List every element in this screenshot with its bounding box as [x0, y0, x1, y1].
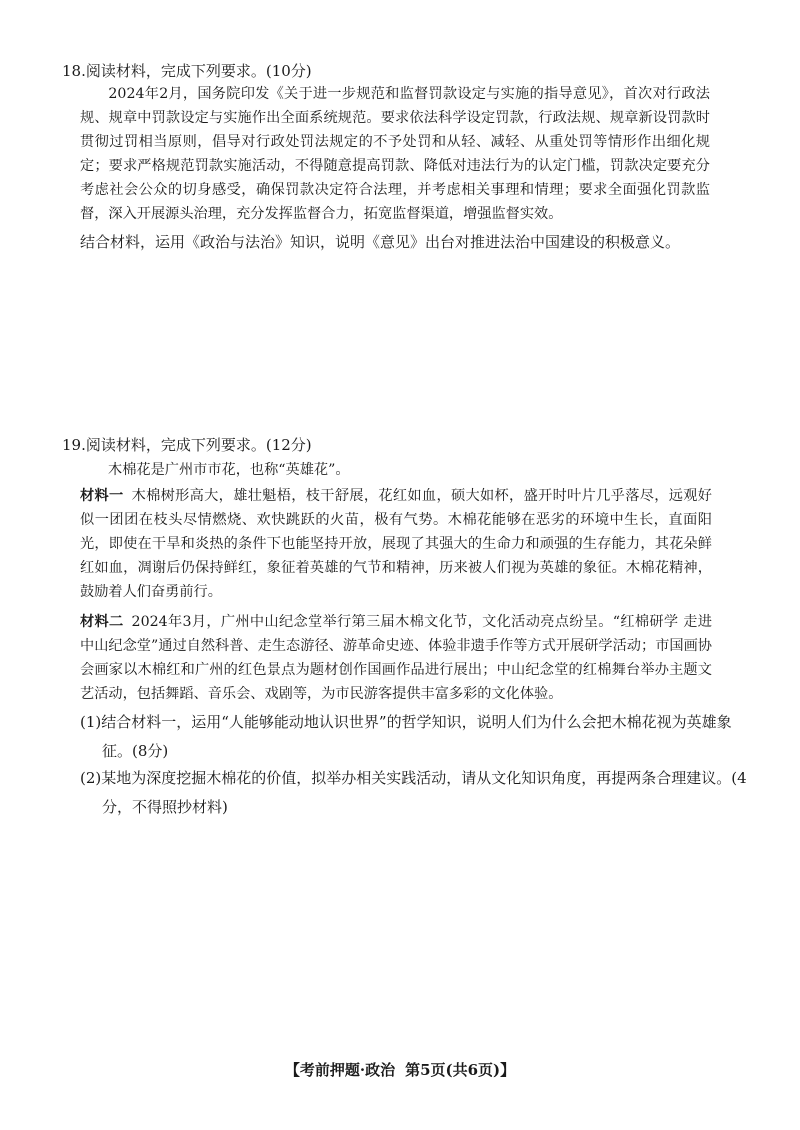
- question-19-intro: 木棉花是广州市市花，也称“英雄花”。: [108, 462, 350, 478]
- material-two: [80, 610, 712, 706]
- material-one: [80, 484, 712, 604]
- question-18-material: 2024年2月，国务院印发《关于进一步规范和监督罚款设定与实施的指导意见》，首次对行政法规、规章中罚款设定与实施作出全面系统规范。要求依法科学设定罚款，行政法规、规章新设罚款时贯彻过罚相当原则，倡导对行政处罚法规定的不予处罚和从轻、减轻、从重处罚等情形作出细化规定；要求严格规范罚款实施活动，不得随意提高罚款、降低对违法行为的认定门槛，罚款决定要充分考虑社会公众的切身感受，确保罚款决定符合法理，并考虑相关事理和情理；要求全面强化罚款监督，深入开展源头治理，充分发挥监督合力，拓宽监督渠道，增强监督实效。: [80, 86, 710, 222]
- material-one-label: 材料一: [80, 488, 124, 504]
- footer-series: 【考前押题·政治: [284, 1061, 396, 1079]
- footer-page-number: 第5页(共6页)】: [405, 1061, 516, 1079]
- question-19-sub-2: (2)某地为深度挖掘木棉花的价值，拟举办相关实践活动，请从文化知识角度，再提两条合理建议。(4分，不得照抄材料): [80, 769, 747, 816]
- material-one-text: 木棉树形高大，雄壮魁梧，枝干舒展，花红如血，硕大如杯，盛开时叶片几乎落尽，远观好似一团团在枝头尽情燃烧、欢快跳跃的火苗，极有气势。木棉花能够在恶劣的环境中生长，直面阳光，即使在干旱和炎热的条件下也能坚持开放，展现了其强大的生命力和顽强的生存能力，其花朵鲜红如血，凋谢后仍保持鲜红，象征着英雄的气节和精神，历来被人们视为英雄的象征。木棉花精神，鼓励着人们奋勇前行。: [80, 488, 712, 600]
- question-19-title: 19.阅读材料，完成下列要求。(12分): [62, 436, 312, 454]
- page-footer: [0, 1059, 800, 1080]
- material-two-label: 材料二: [80, 614, 124, 630]
- question-18-task: 结合材料，运用《政治与法治》知识，说明《意见》出台对推进法治中国建设的积极意义。: [80, 233, 681, 251]
- material-two-text: 2024年3月，广州中山纪念堂举行第三届木棉文化节，文化活动亮点纷呈。“红棉研学 走进中山纪念堂”通过自然科普、走生态游径、游革命史迹、体验非遗手作等方式开展研学活动；市国画协会画家以木棉红和广州的红色景点为题材创作国画作品进行展出；中山纪念堂的红棉舞台举办主题文艺活动，包括舞蹈、音乐会、戏剧等，为市民游客提供丰富多彩的文化体验。: [80, 614, 712, 702]
- question-18-title: 18.阅读材料，完成下列要求。(10分): [62, 62, 312, 80]
- question-19-sub-1: (1)结合材料一，运用“人能够能动地认识世界”的哲学知识，说明人们为什么会把木棉花视为英雄象征。(8分): [80, 713, 732, 760]
